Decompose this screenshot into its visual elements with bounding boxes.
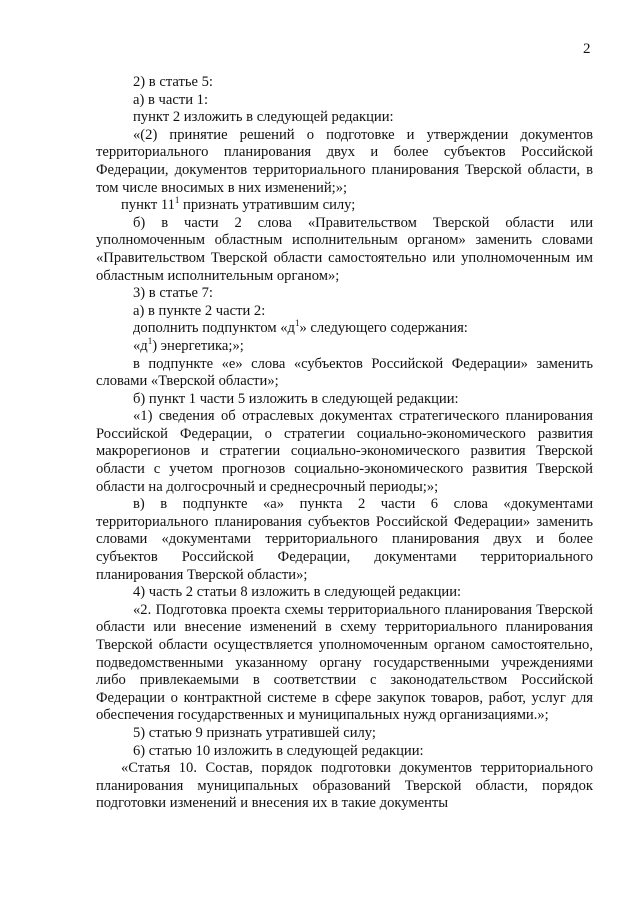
- superscript: 1: [147, 335, 153, 346]
- text-run: а) в части 1:: [133, 91, 209, 108]
- para-p03: [96, 109, 593, 127]
- para-p02: [96, 92, 593, 110]
- text-run: » следующего содержания:: [299, 320, 468, 337]
- document-body: [96, 74, 593, 813]
- para-p08: [96, 303, 593, 321]
- para-p19: [96, 760, 593, 813]
- text-run: 6) статью 10 изложить в следующей редакции:: [133, 742, 424, 759]
- para-p12: [96, 391, 593, 409]
- text-run: 5) статью 9 признать утратившей силу;: [133, 724, 376, 741]
- para-p18: [96, 743, 593, 761]
- text-run: 2) в статье 5:: [133, 74, 213, 90]
- para-p06: [96, 215, 593, 285]
- superscript: 1: [174, 195, 180, 206]
- para-p05: [96, 197, 593, 215]
- para-p15: [96, 584, 593, 602]
- para-p14: [96, 496, 593, 584]
- text-run: признать утратившим силу;: [179, 197, 356, 214]
- text-run: в подпункте «е» слова «субъектов Российской Федерации» заменить словами «Тверской области»;: [96, 355, 593, 390]
- text-run: «1) сведения об отраслевых документах стратегического планирования Российской Федерации, о стратегии социально-экономического развития макрорегионов и стратегии социально-экономического развития Тверской области с учетом прогнозов социально-экономического развития Тверской области на долгосрочный и среднесрочный периоды;»;: [96, 408, 593, 495]
- text-run: ) энергетика;»;: [152, 337, 244, 354]
- text-run: «(2) принятие решений о подготовке и утверждении документов территориального планирования двух и более субъектов Российской Федерации, документов территориального планирования Тверской области, в том числе вносимых в них изменений;»;: [96, 126, 593, 196]
- para-p01: [96, 74, 593, 92]
- para-p11: [96, 356, 593, 391]
- text-run: 4) часть 2 статьи 8 изложить в следующей редакции:: [133, 584, 462, 601]
- text-run: пункт 11: [121, 197, 175, 214]
- para-p09: [96, 320, 593, 338]
- text-run: б) в части 2 слова «Правительством Тверской области или уполномоченным областным исполнительным органом» заменить словами «Правительством Тверской области самостоятельно или уполномоченным им областным исполнительным органом»;: [96, 214, 593, 284]
- page-number: 2: [583, 41, 591, 57]
- text-run: б) пункт 1 части 5 изложить в следующей редакции:: [133, 390, 459, 407]
- text-run: «д: [133, 337, 148, 354]
- text-run: «2. Подготовка проекта схемы территориального планирования Тверской области или внесение изменений в схему территориального планирования Тверской области осуществляется уполномоченным органом самостоятельно, подведомственными указанному органу государственными учреждениями либо привлекаемыми в соответствии с законодательством Российской Федерации о контрактной системе в сфере закупок товаров, работ, услуг для обеспечения государственных и муниципальных нужд организациями.»;: [96, 601, 593, 724]
- para-p17: [96, 725, 593, 743]
- para-p07: [96, 285, 593, 303]
- superscript: 1: [294, 318, 300, 329]
- para-p04: [96, 127, 593, 197]
- text-run: 3) в статье 7:: [133, 285, 213, 302]
- text-run: в) в подпункте «а» пункта 2 части 6 слова «документами территориального планирования субъектов Российской Федерации» заменить словами «документами территориального планирования двух и более субъектов Российской Федерации, документами территориального планирования Тверской области»;: [96, 496, 593, 583]
- text-run: а) в пункте 2 части 2:: [133, 302, 266, 319]
- para-p10: [96, 335, 593, 356]
- text-run: «Статья 10. Состав, порядок подготовки документов территориального планирования муниципальных образований Тверской области, порядок подготовки изменений и внесения их в такие документы: [96, 760, 593, 812]
- text-run: дополнить подпунктом «д: [133, 320, 295, 337]
- text-run: пункт 2 изложить в следующей редакции:: [133, 109, 394, 126]
- para-p13: [96, 408, 593, 496]
- para-p16: [96, 602, 593, 725]
